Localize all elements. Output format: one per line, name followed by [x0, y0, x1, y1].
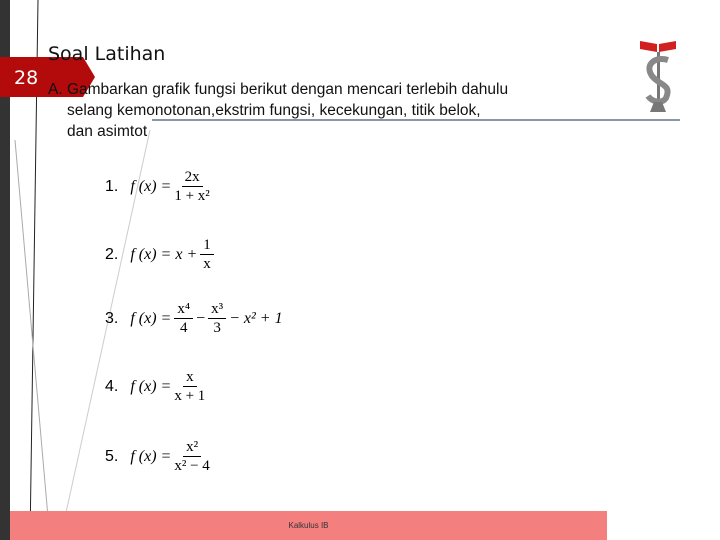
equation-4: [105, 368, 208, 405]
fraction: [174, 300, 193, 337]
slide-number: 28: [14, 67, 39, 89]
item-number: 2.: [105, 245, 119, 263]
footer-text: Kalkulus IB: [288, 521, 329, 530]
numerator: 2x: [182, 168, 203, 187]
numerator: x⁴: [174, 300, 193, 319]
fraction: [174, 168, 209, 205]
numerator: x²: [183, 438, 201, 457]
equation-lhs: f (x) =: [130, 177, 172, 195]
operator: −: [196, 309, 206, 327]
equation-3: [105, 300, 283, 337]
question-line-3: dan asimtot: [67, 123, 148, 140]
denominator: 4: [179, 320, 188, 336]
item-number: 4.: [105, 377, 119, 395]
denominator: 3: [213, 320, 221, 336]
equation-lhs: f (x) =: [130, 309, 172, 327]
numerator: x³: [208, 300, 226, 319]
slide-title: Soal Latihan: [48, 43, 166, 65]
item-number: 3.: [105, 309, 119, 327]
denominator: 1 + x²: [174, 188, 210, 204]
equation-1: [105, 168, 213, 205]
question-line-2: selang kemonotonan,ekstrim fungsi, kecekungan, titik belok,: [67, 102, 481, 119]
equation-tail: − x² + 1: [229, 309, 283, 327]
item-number: 1.: [105, 177, 119, 195]
denominator: x² − 4: [174, 458, 210, 474]
fraction: [174, 438, 209, 475]
header-rule: [152, 119, 680, 121]
equation-lhs: f (x) =: [130, 447, 172, 465]
equation-2: [105, 236, 217, 273]
denominator: x + 1: [174, 388, 206, 404]
university-logo: [638, 38, 678, 118]
equation-lhs: f (x) = x +: [130, 245, 198, 263]
equation-lhs: f (x) =: [130, 377, 172, 395]
denominator: x: [203, 256, 211, 272]
question-text: [48, 79, 588, 142]
item-number: 5.: [105, 447, 119, 465]
question-line-1: A. Gambarkan grafik fungsi berikut dengan mencari terlebih dahulu: [48, 81, 509, 98]
footer-bar: [10, 511, 607, 540]
equation-5: [105, 438, 213, 475]
numerator: x: [183, 368, 197, 387]
fraction: [208, 300, 226, 337]
fraction: [200, 236, 214, 273]
fraction: [174, 368, 205, 405]
numerator: 1: [200, 236, 214, 255]
